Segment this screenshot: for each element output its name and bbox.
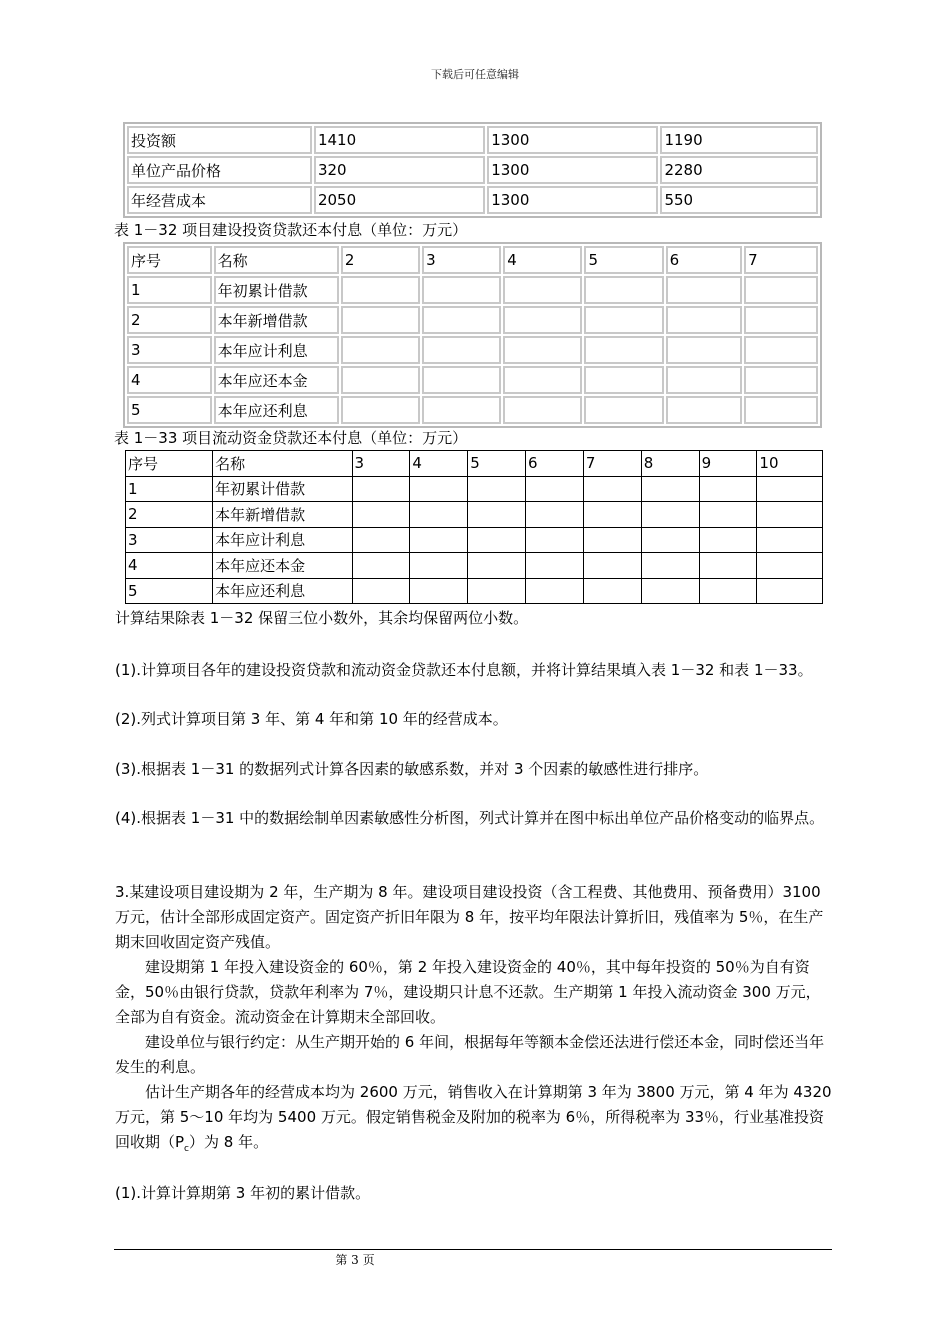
empty-cell [584,366,663,394]
column-header: 名称 [214,246,339,274]
empty-cell [503,276,582,304]
table-1-33-caption: 表 1－33 项目流动资金贷款还本付息（单位：万元） [114,429,468,447]
empty-cell [503,306,582,334]
table-row [127,276,818,304]
empty-cell [757,502,823,528]
table-cell: 本年应计利息 [213,527,352,553]
column-header: 7 [583,451,641,477]
table-row [126,553,823,579]
empty-cell [744,366,818,394]
table-cell: 1410 [314,126,485,154]
empty-cell [584,336,663,364]
table-cell: 2280 [660,156,818,184]
table-cell: 本年应计利息 [214,336,339,364]
empty-cell [422,306,501,334]
column-header: 2 [341,246,420,274]
empty-cell [757,578,823,604]
empty-cell [757,476,823,502]
table-cell: 2 [126,502,213,528]
empty-cell [526,553,584,579]
empty-cell [584,396,663,424]
table-cell: 2 [127,306,212,334]
empty-cell [699,578,757,604]
table-cell: 年初累计借款 [214,276,339,304]
empty-cell [666,336,743,364]
table-cell: 本年应还本金 [213,553,352,579]
empty-cell [666,396,743,424]
empty-cell [352,578,410,604]
empty-cell [744,396,818,424]
empty-cell [666,366,743,394]
page-number: 第 3 页 [335,1253,375,1267]
empty-cell [468,502,526,528]
empty-cell [468,527,526,553]
empty-cell [503,396,582,424]
empty-cell [341,366,420,394]
empty-cell [422,366,501,394]
empty-cell [583,476,641,502]
empty-cell [526,527,584,553]
table-row [126,502,823,528]
table-cell: 3 [126,527,213,553]
table-cell: 4 [126,553,213,579]
table-cell: 2050 [314,186,485,214]
page-header: 下载后可任意编辑 [431,68,519,81]
empty-cell [641,527,699,553]
column-header: 6 [666,246,743,274]
empty-cell [641,476,699,502]
table-1-32-caption: 表 1－32 项目建设投资贷款还本付息（单位：万元） [114,221,468,239]
table-row [127,156,818,184]
table-cell: 本年新增借款 [214,306,339,334]
table-cell: 年经营成本 [127,186,312,214]
question-4: (4).根据表 1－31 中的数据绘制单因素敏感性分析图，列式计算并在图中标出单位产品价格变动的临界点。 [115,809,825,827]
table-row [126,578,823,604]
table-cell: 投资额 [127,126,312,154]
problem-3-intro: 3.某建设项目建设期为 2 年，生产期为 8 年。建设项目建设投资（含工程费、其他费用、预备费用）3100 万元，估计全部形成固定资产。固定资产折旧年限为 8 年，按平均年限法计算折旧，残值率为 5％，在生产期末回收固定资产残值。 [115,883,824,951]
empty-cell [341,396,420,424]
empty-cell [757,527,823,553]
empty-cell [503,336,582,364]
empty-cell [352,553,410,579]
table-cell: 1300 [487,126,658,154]
empty-cell [641,502,699,528]
empty-cell [410,476,468,502]
empty-cell [468,476,526,502]
empty-cell [666,306,743,334]
table-row [127,396,818,424]
table-cell: 单位产品价格 [127,156,312,184]
column-header: 8 [641,451,699,477]
question-2: (2).列式计算项目第 3 年、第 4 年和第 10 年的经营成本。 [115,710,508,728]
column-header: 4 [503,246,582,274]
empty-cell [410,553,468,579]
table-cell: 320 [314,156,485,184]
empty-cell [341,306,420,334]
table-header-row [127,246,818,274]
empty-cell [699,553,757,579]
table-cell: 本年应还本金 [214,366,339,394]
table-cell: 550 [660,186,818,214]
empty-cell [410,527,468,553]
column-header: 5 [584,246,663,274]
table-row [127,336,818,364]
empty-cell [744,276,818,304]
table-cell: 年初累计借款 [213,476,352,502]
table-row [127,306,818,334]
table-cell: 本年应还利息 [213,578,352,604]
empty-cell [352,527,410,553]
empty-cell [468,553,526,579]
problem-3-funding: 建设期第 1 年投入建设资金的 60％，第 2 年投入建设资金的 40％，其中每年投资的 50％为自有资金，50％由银行贷款，贷款年利率为 7％，建设期只计息不还款。生产期第 1 年投入流动资金 300 万元，全部为自有资金。流动资金在计算期末全部回收。 [115,958,821,1026]
question-1: (1).计算项目各年的建设投资贷款和流动资金贷款还本付息额，并将计算结果填入表 1－32 和表 1－33。 [115,661,813,679]
empty-cell [666,276,743,304]
empty-cell [583,578,641,604]
column-header: 序号 [126,451,213,477]
table-row [127,126,818,154]
table-cell: 1300 [487,186,658,214]
empty-cell [744,306,818,334]
table-row [127,366,818,394]
column-header: 9 [699,451,757,477]
construction-loan-table [123,242,822,428]
table-cell: 1 [127,276,212,304]
empty-cell [526,502,584,528]
empty-cell [584,276,663,304]
column-header: 6 [526,451,584,477]
problem-3-repayment: 建设单位与银行约定：从生产期开始的 6 年间，根据每年等额本金偿还法进行偿还本金，同时偿还当年发生的利息。 [115,1033,825,1076]
column-header: 7 [744,246,818,274]
empty-cell [341,336,420,364]
table-cell: 5 [126,578,213,604]
empty-cell [641,553,699,579]
empty-cell [699,527,757,553]
table-cell: 1190 [660,126,818,154]
table-cell: 3 [127,336,212,364]
factor-table [123,122,822,218]
empty-cell [583,553,641,579]
table-cell: 1300 [487,156,658,184]
rounding-note: 计算结果除表 1－32 保留三位小数外，其余均保留两位小数。 [115,609,529,627]
column-header: 3 [422,246,501,274]
column-header: 4 [410,451,468,477]
table-cell: 本年应还利息 [214,396,339,424]
working-capital-loan-table [125,450,823,604]
empty-cell [699,476,757,502]
empty-cell [422,276,501,304]
table-row [126,476,823,502]
empty-cell [584,306,663,334]
empty-cell [583,502,641,528]
empty-cell [352,476,410,502]
column-header: 3 [352,451,410,477]
empty-cell [410,578,468,604]
empty-cell [583,527,641,553]
problem-3-operating: 估计生产期各年的经营成本均为 2600 万元，销售收入在计算期第 3 年为 3800 万元，第 4 年为 4320 万元，第 5～10 年均为 5400 万元。假定销售税金及附加的税率为 6％，所得税率为 33％，行业基准投资回收期$(P_c)$为 8 年。 [115,1083,832,1154]
empty-cell [757,553,823,579]
empty-cell [744,336,818,364]
empty-cell [699,502,757,528]
empty-cell [341,276,420,304]
problem-3-question-1: (1).计算计算期第 3 年初的累计借款。 [115,1184,371,1202]
column-header: 5 [468,451,526,477]
empty-cell [422,396,501,424]
table-cell: 5 [127,396,212,424]
table-cell: 本年新增借款 [213,502,352,528]
table-cell: 1 [126,476,213,502]
empty-cell [468,578,526,604]
empty-cell [641,578,699,604]
table-header-row [126,451,823,477]
column-header: 名称 [213,451,352,477]
empty-cell [410,502,468,528]
table-cell: 4 [127,366,212,394]
question-3: (3).根据表 1－31 的数据列式计算各因素的敏感系数，并对 3 个因素的敏感性进行排序。 [115,760,709,778]
empty-cell [526,476,584,502]
empty-cell [526,578,584,604]
footer-divider [114,1249,832,1250]
table-row [127,186,818,214]
empty-cell [503,366,582,394]
empty-cell [422,336,501,364]
column-header: 序号 [127,246,212,274]
table-row [126,527,823,553]
column-header: 10 [757,451,823,477]
empty-cell [352,502,410,528]
